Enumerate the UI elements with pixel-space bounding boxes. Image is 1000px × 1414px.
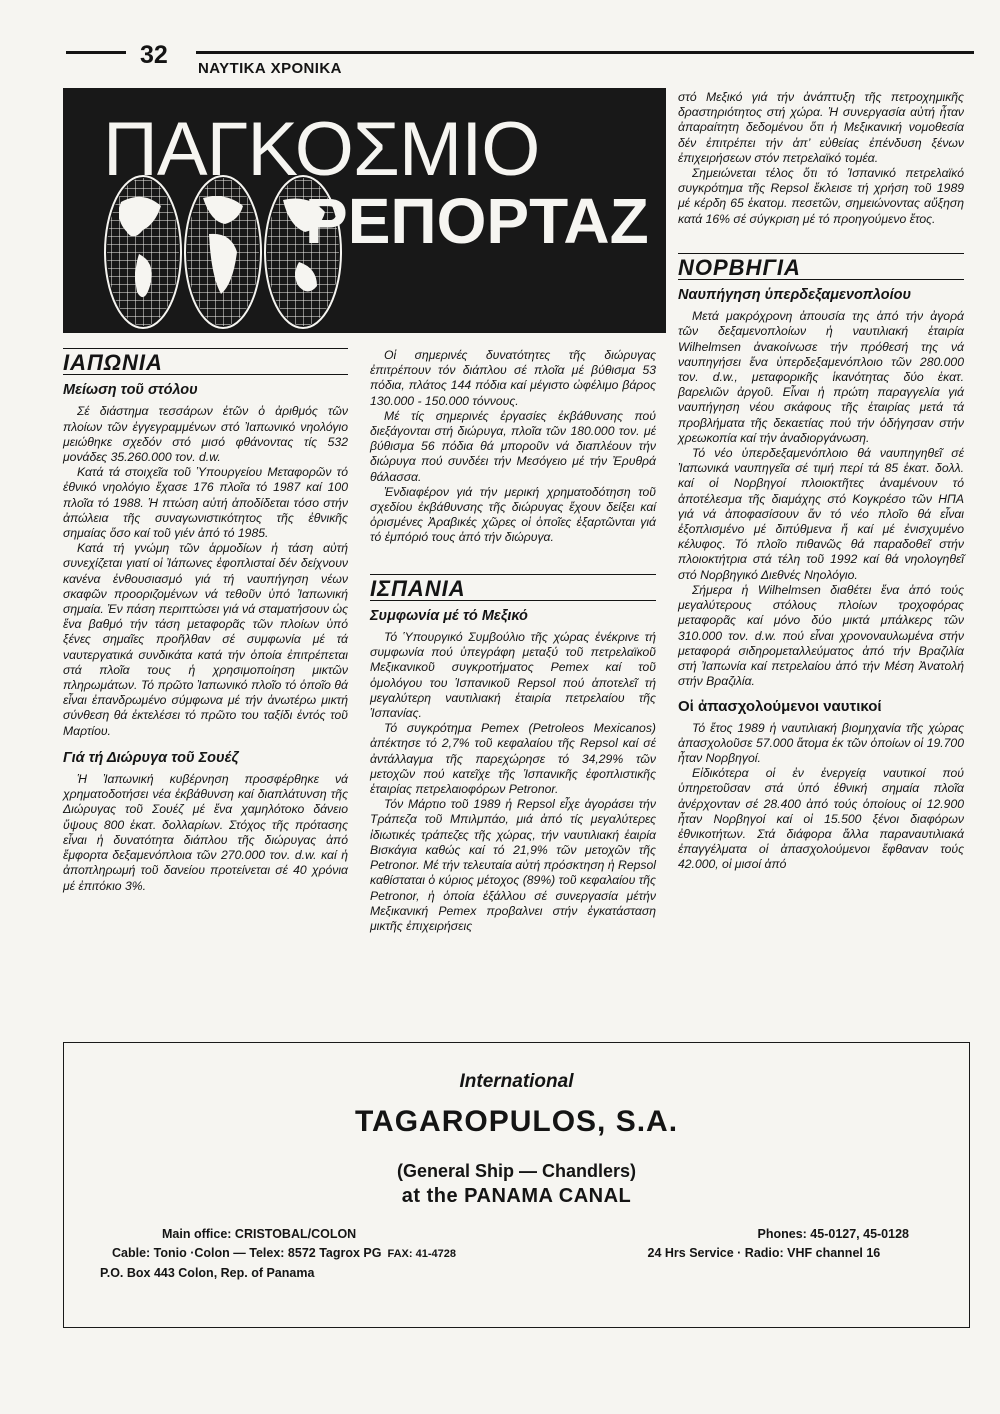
ad-contact-left (100, 1225, 456, 1283)
ad-cable-telex (100, 1244, 456, 1264)
header-rule-left (66, 51, 126, 54)
column-middle (370, 348, 656, 934)
ad-company-name: TAGAROPULOS, S.A. (354, 1105, 679, 1138)
column-right (678, 90, 964, 873)
paragraph: Ἡ Ἰαπωνική κυβέρνηση προσφέρθηκε νά χρηματοδοτήσει νέα ἐκβάθυνση καί διαπλάτυνση τῆς Διώρυγας τοῦ Σουέζ μέ ἕνα χαμηλότοκο δάνειο ὕψους 800 ἑκατ. δολλαρίων. Στόχος τῆς πρότασης εἶναι ἡ δυνατότητα διάπλου τῆς διώρυγας ἀπό ἔμφορτα δεξαμενόπλοια τῶν 270.000 τον. d.w. καί ἡ ἀποπληρωμή τοῦ δανείου προτείνεται σέ 40 χρόνια μέ ἐπιτόκιο 3%. (63, 772, 348, 893)
subheading-suez-canal: Γιά τή Διώρυγα τοῦ Σουέζ (63, 749, 239, 766)
paragraph: Σημειώνεται τέλος ὅτι τό Ἱσπανικό πετρελαϊκό συγκρότημα τῆς Repsol ἔκλεισε τή χρήση τοῦ 1989 μέ κέρδη 65 ἑκατομ. πεσετῶν, σημειώνοντας αὔξηση κατά 16% σέ σύγκριση μέ τό προηγούμενο ἔτος. (678, 166, 964, 226)
paragraph: Τό ἔτος 1989 ἡ ναυτιλιακή βιομηχανία τῆς χώρας ἀπασχολοῦσε 57.000 ἄτομα ἐκ τῶν ὁποίων οἱ 19.700 ἦταν Νορβηγοί. (678, 720, 964, 765)
ad-international: International (459, 1071, 574, 1092)
banner-title-line2: ΡΕΠΟΡΤΑΖ (305, 185, 649, 257)
subheading-supertanker: Ναυπήγηση ὑπερδεξαμενοπλοίου (678, 287, 912, 304)
ad-fax: FAX: 41-4728 (387, 1248, 456, 1260)
paragraph: Μετά μακρόχρονη ἀπουσία της ἀπό τήν ἀγορά τῶν δεξαμενοπλοίων ἡ ναυτιλιακή ἑταιρία Wilhelmsen ἀνακοίνωσε τήν πρόθεσή της νά ναυπηγήσει ἕνα ὑπερδεξαμενόπλοιο τῶν 280.000 τον. d.w., μεταφορικῆς ἱκανότητας δύο ἑκατ. βαρελιῶν ἀργοῦ. Εἶναι ἡ πρώτη παραγγελία γιά ναυπήγηση νέου σκάφους τῆς ἑταιρίας μετά τά προβλήματα τῆς δεκαετίας πού τήν ὁδήγησαν στήν χρεωκοπία καί τήν ἀναδιοργάνωση. (678, 309, 964, 445)
subheading-seamen: Οἱ ἀπασχολούμενοι ναυτικοί (678, 698, 882, 716)
banner-title-line1: ΠΑΓΚΟΣΜΙΟ (103, 107, 540, 192)
paragraph: Εἰδικότερα οἱ ἐν ἐνεργείᾳ ναυτικοί πού ὑπηρετοῦσαν στά ὑπό ἐθνική σημαία πλοῖα ἀνέρχονταν σέ 28.400 ἀπό τούς ὁποίους οἱ 12.900 ἦταν Νορβηγοί καί οἱ 15.500 ξένοι διαφόρων ἐθνικοτήτων. Στά διάφορα ἄλλα παραναυτιλιακά ἐπαγγέλματα οἱ ἀπασχολούμενοι ἔφθαναν τούς 42.000, οἱ μισοί ἀπό (678, 766, 964, 872)
paragraph: Οἱ σημερινές δυνατότητες τῆς διώρυγας ἐπιτρέπουν τόν διάπλου σέ πλοῖα μέ βύθισμα 53 πόδια, πλάτος 144 πόδια καί μέγιστο ὠφέλιμο βάρος 130.000 - 150.000 τόννους. (370, 348, 656, 408)
section-heading-japan: ΙΑΠΩΝΙΑ (63, 348, 348, 375)
paragraph: Τόν Μάρτιο τοῦ 1989 ἡ Repsol εἶχε ἀγοράσει τήν Τράπεζα τοῦ Μπιλμπάο, μιά ἀπό τίς μεγαλύτερες ἰδιωτικές τράπεζες τῆς χώρας, τήν ναυτιλιακή ἑαιρία Βισκάγια καθώς καί τό 21,9% τῶν μετοχῶν τῆς Petronor. Μέ τήν τελευταία αὐτή πρόσκτηση ἡ Repsol καθίσταται ὁ κύριος μέτοχος (89%) τοῦ κεφαλαίου τῆς Petronor, ἡ ὁποία ἐξάλλου σέ συνεργασία μέτήν Μεξικανική Pemex προβαλνει στήν ἐγκατάσταση μικτῆς ἐπιχειρήσεις (370, 797, 656, 933)
paragraph: Τό νέο ὑπερδεξαμενόπλοιο θά ναυπηγηθεῖ σέ Ἰαπωνικά ναυπηγεῖα σέ τιμή περί τά 85 ἑκατ. δολλ. καί οἱ Νορβηγοί πλοιοκτῆτες ἀναμένουν τό ἀποτέλεσμα τῆς διαμάχης στό Κογκρέσο τῶν ΗΠΑ γιά νά ἀποφασίσουν ἄν τό νέο πλοῖο θά εἶναι ἐξοπλισμένο μέ διπύθμενα ἤ καί μέ ἐνισχυμένο κέλυφος. Τό πλοῖο πιθανῶς θά παραδοθεῖ στήν πλοιοκτήτρια στά τέλη τοῦ 1992 καί θά νηολογηθεῖ στό Νορβηγικό Διεθνές Νηολόγιο. (678, 446, 964, 582)
header-rule-right (196, 51, 974, 54)
publication-name: ΝΑΥΤΙΚΑ ΧΡΟΝΙΚΑ (198, 60, 342, 77)
paragraph: Ἐνδιαφέρον γιά τήν μερική χρηματοδότηση τοῦ σχεδίου ἐκβάθυνσης τῆς διώρυγας ἔχουν δείξει καί ὁρισμένες Ἀραβικές χῶρες οἱ ὁποῖες ἐξαρτῶνται γιά τό ἐμπόριό τους ἀπό τήν διώρυγα. (370, 484, 656, 545)
paragraph: στό Μεξικό γιά τήν ἀνάπτυξη τῆς πετροχημικῆς δραστηριότητος στή χώρα. Ἡ συνεργασία αὐτή ἦταν ἀπαραίτητη δεδομένου ὅτι ἡ Μεξικανική νομοθεσία δέν ἐπιτρέπει τήν ἀπ’ εὐθείας ἐπένδυση ξένων ἐπιχειρήσεων στόν πετρελαϊκό τομέα. (678, 90, 964, 165)
page-number: 32 (140, 41, 168, 69)
subheading-mexico-agreement: Συμφωνία μέ τό Μεξικό (370, 607, 528, 624)
ad-contact-right (648, 1225, 909, 1263)
banner (63, 88, 666, 333)
paragraph: Μέ τίς σημερινές ἐργασίες ἐκβάθυνσης πού διεξάγονται στή διώρυγα, πλοῖα τῶν 180.000 τον. μέ βύθισμα 56 πόδια θά μποροῦν νά διαπλέουν τήν διώρυγα πού συνδέει τήν Μεσόγειο μέ τήν Ἐρυθρά θάλασσα. (370, 408, 656, 484)
advertisement-box (63, 1042, 970, 1328)
column-japan (63, 348, 348, 894)
paragraph: Σέ διάστημα τεσσάρων ἐτῶν ὁ ἀριθμός τῶν πλοίων τῶν ἐγγεγραμμένων στό Ἰαπωνικό νηολόγιο μειώθηκε σχεδόν στό μισό φθάνοντας τίς 532 μονάδες 35.260.000 τον. d.w. (63, 404, 348, 465)
paragraph: Κατά τή γνώμη τῶν ἁρμοδίων ἡ τάση αὐτή συνεχίζεται γιατί οἱ Ἰάπωνες ἐφοπλισταί δέν δείχνουν κανένα ἐνθουσιασμό γιά τή ναυπήγηση νέων σκαφῶν προοριζομένων νά τεθοῦν ὑπό Ἰαπωνική σημαία. Ἐν πάση περιπτώσει γιά νά σταματήσουν ὡς ἕνα βαθμό τήν τάση μεταφορᾶς τῶν πλοίων ὑπό ξένες σημαῖες προῆλθαν σέ συμφωνία μέ τά ναυτεργατικά συνδικάτα κατά τήν ὁποία ἐπιτρέπεται στά πλοῖα τους ἡ χρησιμοποίηση μικτῶν πληρωμάτων. Τό πρῶτο Ἰαπωνικό πλοῖο τό ὁποῖο θά εἶναι ἐπανδρωμένο σύμφωνα μέ τήν ἀνωτέρω μικτή σύνθεση θά ἐκτελέσει τό πρῶτο του ταξίδι ἐντός τοῦ Μαρτίου. (63, 541, 348, 738)
ad-subtitle: (General Ship — Chandlers) (396, 1161, 637, 1181)
ad-service: 24 Hrs Service · Radio: VHF channel 16 (647, 1246, 881, 1260)
ad-phones: Phones: 45-0127, 45-0128 (757, 1227, 909, 1241)
section-heading-spain: ΙΣΠΑΝΙΑ (370, 574, 656, 601)
paragraph: Τό Ὑπουργικό Συμβούλιο τῆς χώρας ἐνέκρινε τή συμφωνία πού ὑπεγράφη μεταξύ τοῦ πετρελαϊκοῦ Μεξικανικοῦ συγκροτήματος Pemex καί τοῦ ὁμολόγου του Ἱσπανικοῦ Repsol πού ἀποτελεῖ τή μεγαλύτερη ναυτιλιακή ἑταιρία πετρελαίου τῆς Ἱσπανίας. (370, 630, 656, 721)
ad-po-box: P.O. Box 443 Colon, Rep. of Panama (100, 1266, 315, 1280)
section-heading-norway: ΝΟΡΒΗΓΙΑ (678, 253, 964, 280)
ad-location: at the PANAMA CANAL (401, 1185, 632, 1207)
paragraph: Σήμερα ἡ Wilhelmsen διαθέτει ἕνα ἀπό τούς μεγαλύτερους στόλους πλοίων τροχοφόρας μεταφορᾶς καί μόνο δύο μικτά μπάλκερς τῶν 310.000 τον. d.w. πού εἶναι χρονοναυλωμένα στήν μεταφορά σιδηρομεταλλεύματος ἀπό τήν Βραζιλία στή Ἰαπωνία καί πετρελαίου ἀπό τήν Μέση Ἀνατολή στήν Βραζιλία. (678, 582, 964, 689)
paragraph: Τό συγκρότημα Pemex (Petroleos Mexicanos) ἀπέκτησε τό 2,7% τοῦ κεφαλαίου τῆς Repsol καί σέ ἀντάλλαγμα τῆς παρεχώρησε τό 34,29% τῶν μετοχῶν πού κατεῖχε τῆς Ἱσπανικῆς ἐφοπλιστικῆς ἑταιρίας πετρελαιοφόρων Petronor. (370, 721, 656, 797)
ad-main-office: Main office: CRISTOBAL/COLON (162, 1227, 357, 1241)
ad-cable: Cable: Tonio ·Colon — Telex: 8572 Tagrox PG (112, 1246, 382, 1260)
paragraph: Κατά τά στοιχεῖα τοῦ Ὑπουργείου Μεταφορῶν τό ἐθνικό νηολόγιο ἔχασε 176 πλοῖα τό 1987 καί 100 πλοῖα τό 1988. Ἡ πτώση αὐτή ἀποδίδεται τόσο στήν ἀπώλεια τῆς συναγωνιστικότητος τῆς ἐθνικῆς σημαίας ὅσο καί τοῦ γιέν ἀπό τό 1985. (63, 465, 348, 541)
subheading-fleet-reduction: Μείωση τοῦ στόλου (63, 382, 198, 399)
